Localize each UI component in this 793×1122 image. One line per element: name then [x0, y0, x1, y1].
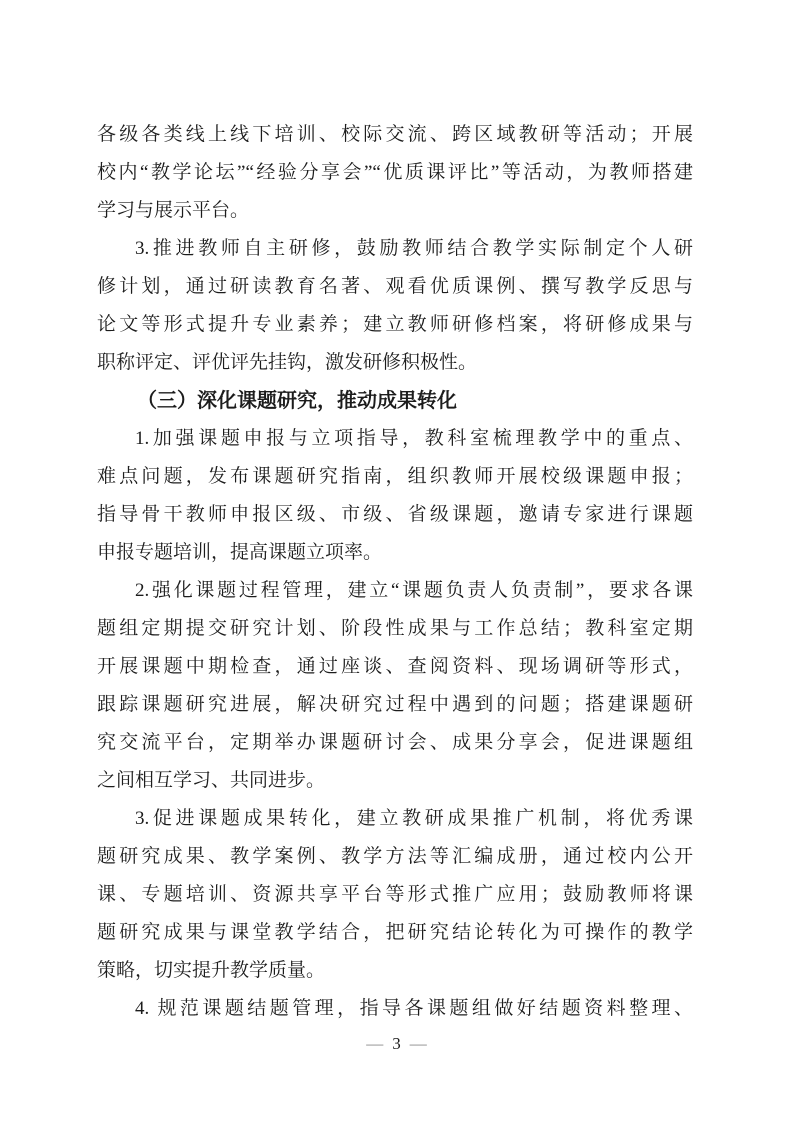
paragraph-item-1-topic-application: [97, 420, 693, 572]
section-heading-3: [97, 382, 693, 420]
paragraph-line: 2.强化课题过程管理，建立“课题负责人负责制”，要求各课: [135, 580, 693, 601]
paragraph-line: 开展课题中期检查，通过座谈、查阅资料、现场调研等形式，: [97, 656, 693, 677]
paragraph-line: 论文等形式提升专业素养；建立教师研修档案，将研修成果与: [97, 314, 693, 335]
paragraph-line: 1.加强课题申报与立项指导，教科室梳理教学中的重点、: [135, 428, 693, 449]
paragraph-line: 题研究成果、教学案例、教学方法等汇编成册，通过校内公开: [97, 846, 693, 867]
paragraph-line: 跟踪课题研究进展，解决研究过程中遇到的问题；搭建课题研: [97, 694, 693, 715]
paragraph-line: 修计划，通过研读教育名著、观看优质课例、撰写教学反思与: [97, 276, 693, 297]
paragraph-item-3-teacher-research: [97, 230, 693, 382]
document-body: [97, 116, 693, 1028]
paragraph-line: 题组定期提交研究计划、阶段性成果与工作总结；教科室定期: [97, 618, 693, 639]
paragraph-line: 职称评定、评优评先挂钩，激发研修积极性。: [97, 352, 478, 373]
paragraph-line: 指导骨干教师申报区级、市级、省级课题，邀请专家进行课题: [97, 504, 693, 525]
paragraph-line: 校内“教学论坛”“经验分享会”“优质课评比”等活动，为教师搭建: [97, 162, 693, 183]
paragraph-item-3-results-transformation: [97, 800, 693, 990]
page-number-dash-left: —: [366, 1034, 384, 1053]
paragraph-line: 难点问题，发布课题研究指南，组织教师开展校级课题申报；: [97, 466, 693, 487]
paragraph-line: 各级各类线上线下培训、校际交流、跨区域教研等活动；开展: [97, 124, 693, 145]
paragraph-line: 3.推进教师自主研修，鼓励教师结合教学实际制定个人研: [135, 238, 693, 259]
section-heading-text: （三）深化课题研究，推动成果转化: [137, 390, 457, 412]
paragraph-item-4-conclusion-management: [97, 990, 693, 1028]
page-number-value: 3: [392, 1034, 401, 1053]
paragraph-line: 学习与展示平台。: [97, 200, 250, 221]
page-number-dash-right: —: [409, 1034, 427, 1053]
paragraph-line: 策略，切实提升教学质量。: [97, 960, 326, 981]
paragraph-item-2-process-management: [97, 572, 693, 800]
paragraph-line: 之间相互学习、共同进步。: [97, 770, 326, 791]
page-number: [0, 1032, 793, 1056]
paragraph-line: 3.促进课题成果转化，建立教研成果推广机制，将优秀课: [135, 808, 693, 829]
paragraph-line: 课、专题培训、资源共享平台等形式推广应用；鼓励教师将课: [97, 884, 693, 905]
paragraph-line: 4. 规范课题结题管理，指导各课题组做好结题资料整理、: [135, 998, 693, 1019]
paragraph-line: 究交流平台，定期举办课题研讨会、成果分享会，促进课题组: [97, 732, 693, 753]
paragraph-continuation: [97, 116, 693, 230]
paragraph-line: 题研究成果与课堂教学结合，把研究结论转化为可操作的教学: [97, 922, 693, 943]
paragraph-line: 申报专题培训，提高课题立项率。: [97, 542, 383, 563]
